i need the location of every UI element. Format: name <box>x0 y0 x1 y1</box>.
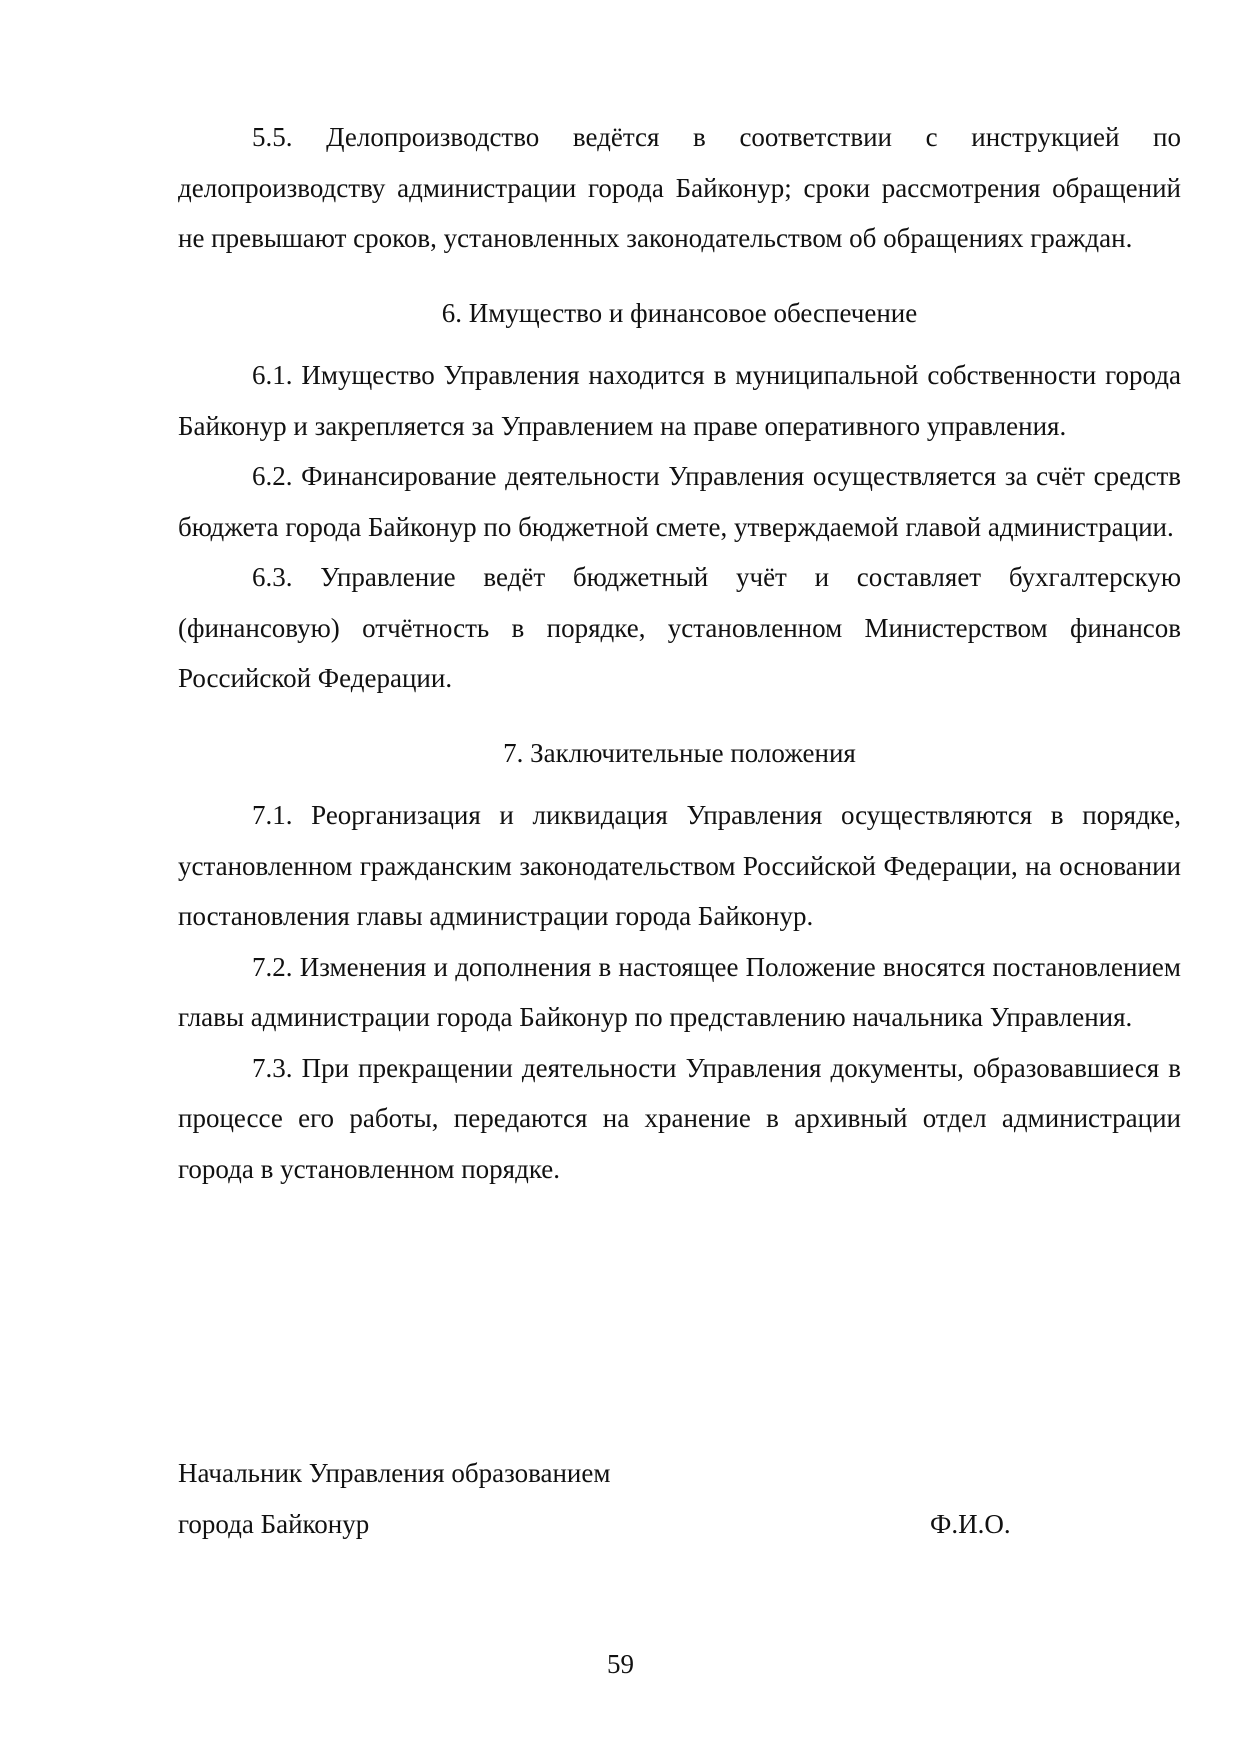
paragraph-5-5: 5.5. Делопроизводство ведётся в соответствии с инструкцией по делопроизводству администрации города Байконур; сроки рассмотрения обращений не превышают сроков, установленных законодательством об обращениях граждан. <box>178 122 1181 253</box>
paragraph-7-2: 7.2. Изменения и дополнения в настоящее Положение вносятся постановлением главы администрации города Байконур по представлению начальника Управления. <box>178 951 1181 1032</box>
signature-block <box>178 1448 1181 1549</box>
paragraph-7-3: 7.3. При прекращении деятельности Управления документы, образовавшиеся в процессе его работы, передаются на хранение в архивный отдел администрации города в установленном порядке. <box>178 1052 1181 1184</box>
paragraph-6-2: 6.2. Финансирование деятельности Управления осуществляется за счёт средств бюджета города Байконур по бюджетной смете, утверждаемой главой администрации. <box>178 461 1181 542</box>
paragraph-7-1: 7.1. Реорганизация и ликвидация Управления осуществляются в порядке, установленном гражданским законодательством Российской Федерации, на основании постановления главы администрации города Байконур. <box>178 800 1181 931</box>
paragraph-6-3: 6.3. Управление ведёт бюджетный учёт и составляет бухгалтерскую (финансовую) отчётность в порядке, установленном Министерством финансов Российской Федерации. <box>178 562 1181 693</box>
signature-title-line <box>178 1448 1181 1499</box>
signature-city: города Байконур <box>178 1508 370 1539</box>
signature-title: Начальник Управления образованием <box>178 1458 611 1488</box>
page-number: 59 <box>607 1649 634 1679</box>
section-heading-7: 7. Заключительные положения <box>503 737 856 768</box>
section-heading-6: 6. Имущество и финансовое обеспечение <box>441 297 918 328</box>
signature-city-line <box>178 1499 1181 1550</box>
paragraph-6-1: 6.1. Имущество Управления находится в муниципальной собственности города Байконур и закрепляется за Управлением на праве оперативного управления. <box>178 360 1181 441</box>
signature-name: Ф.И.О. <box>930 1508 1011 1539</box>
document-body <box>178 112 1181 1194</box>
